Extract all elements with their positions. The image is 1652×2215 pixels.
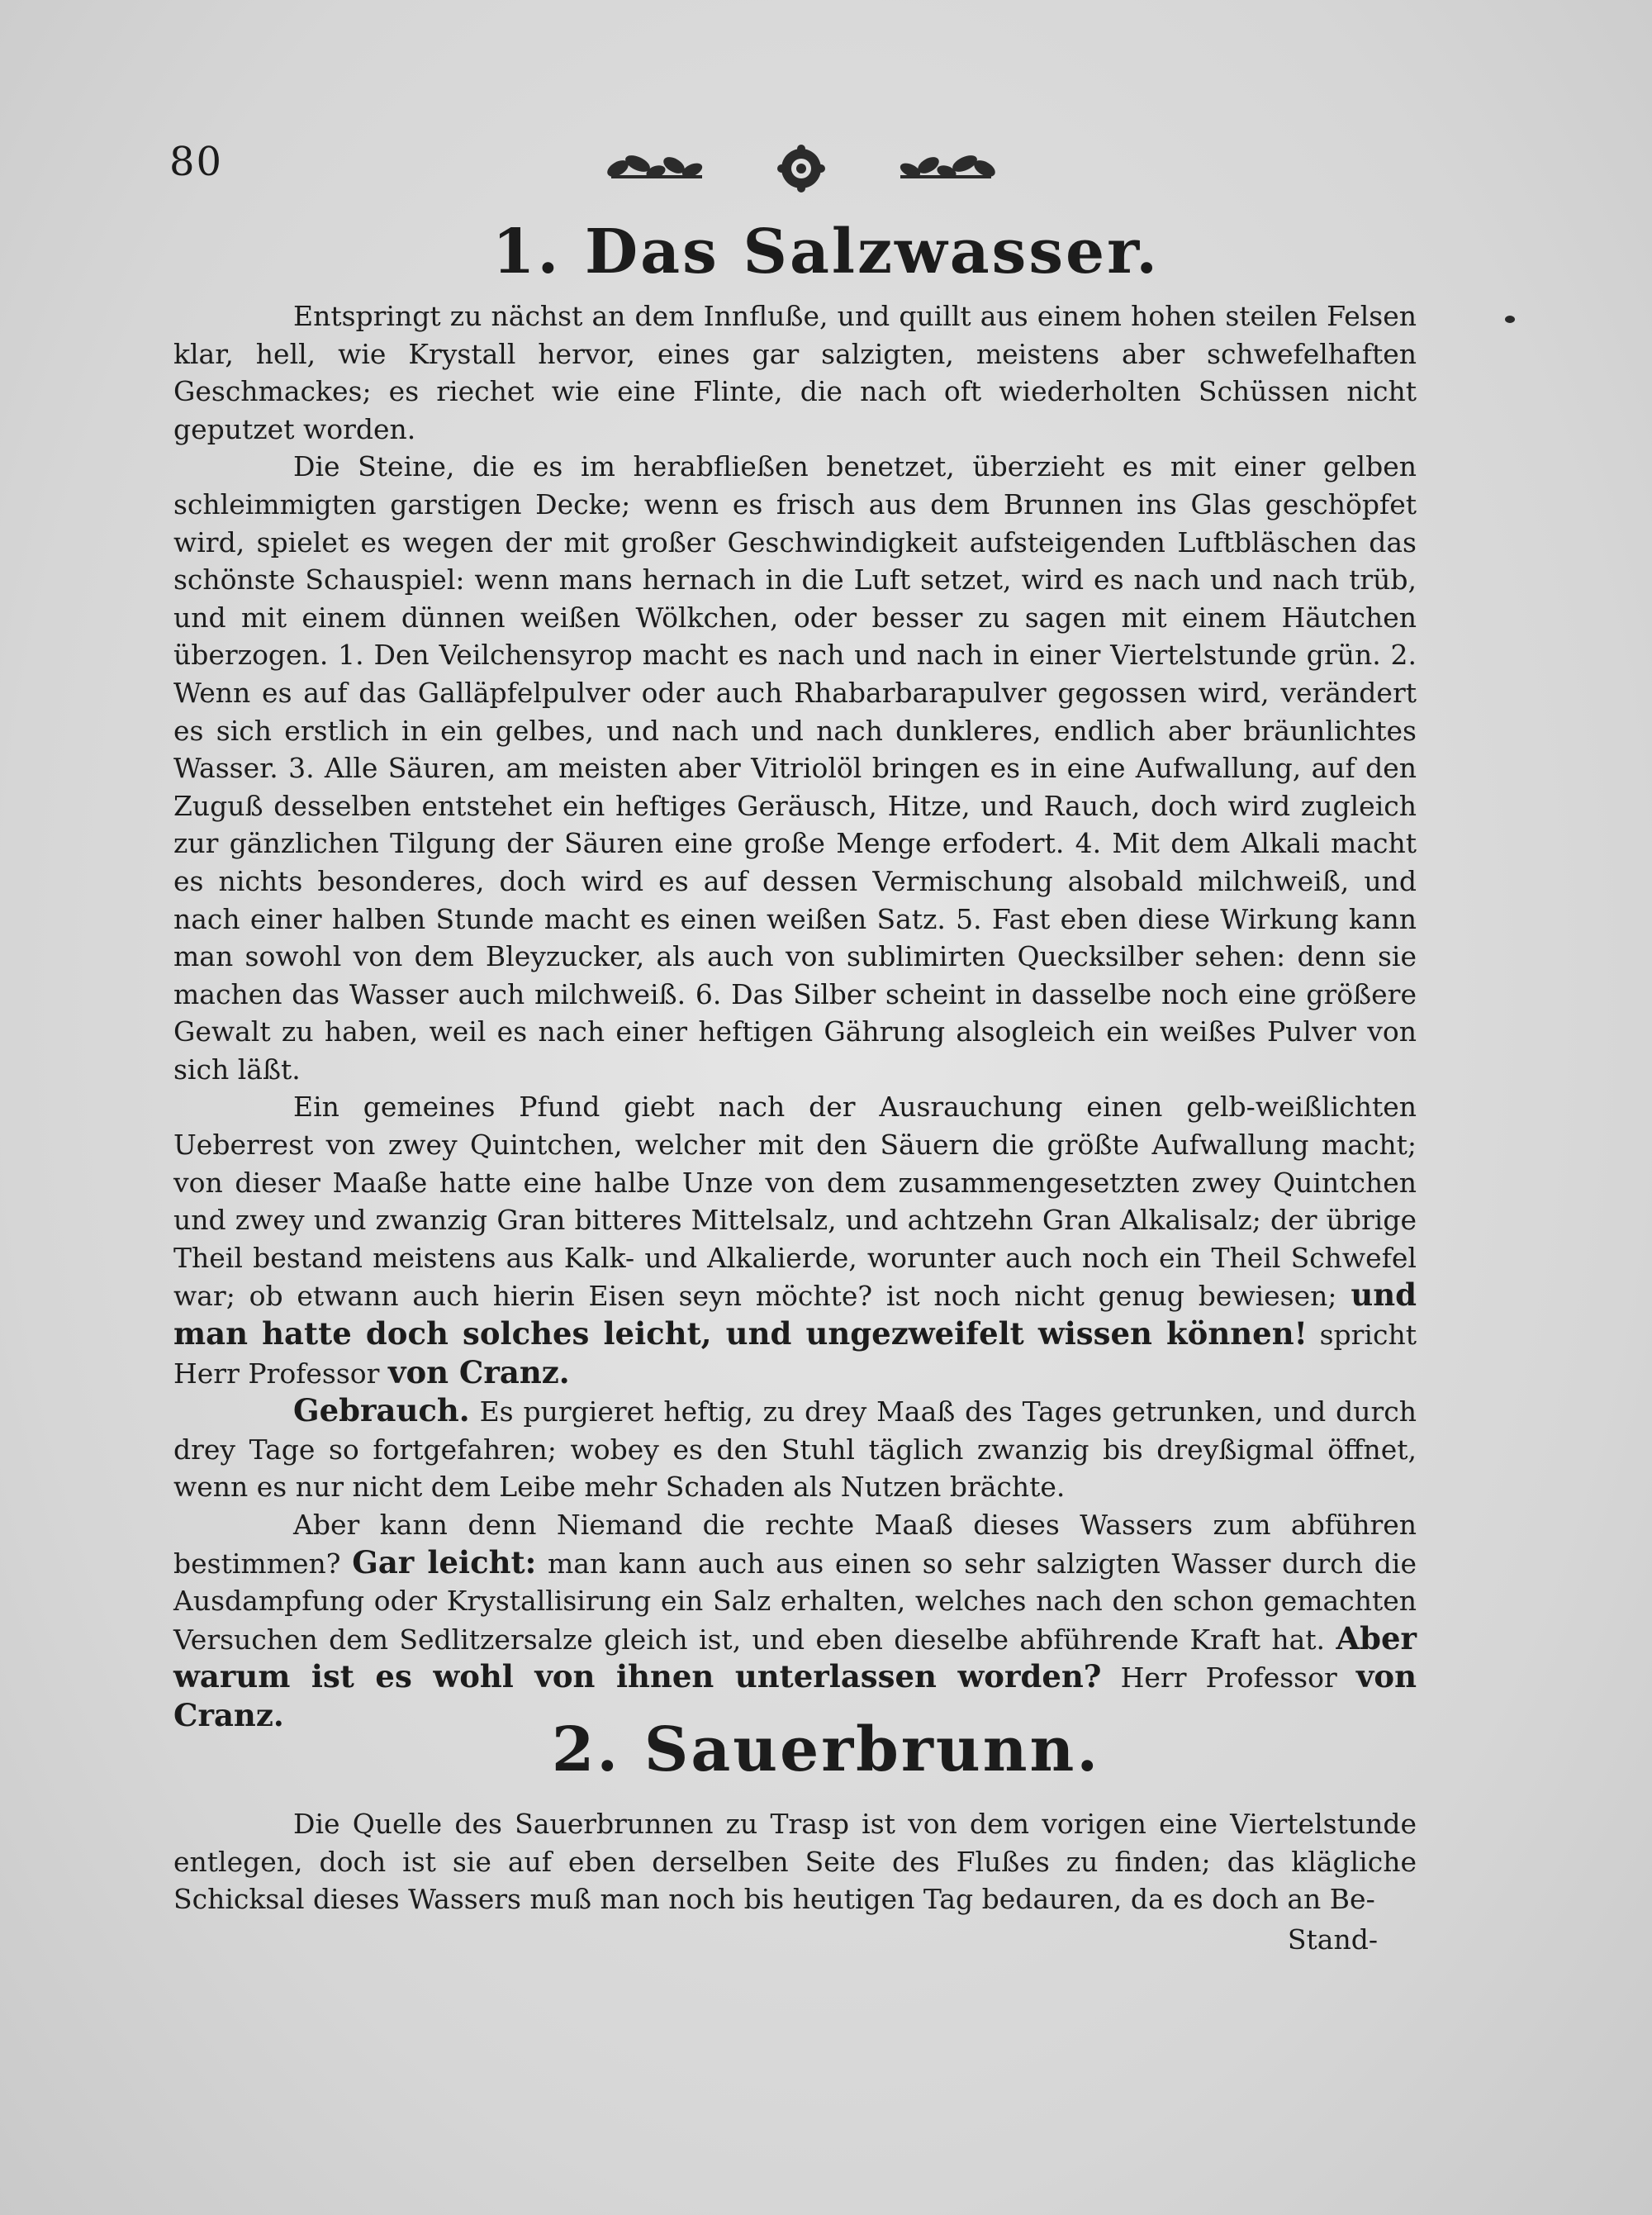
author-name: von Cranz.: [387, 1353, 570, 1390]
emphasized-phrase: Gar leicht:: [352, 1543, 537, 1580]
rosette-icon: [777, 145, 825, 193]
header-ornament: [595, 139, 1008, 197]
paragraph: Die Steine, die es im herabfließen benetzet, überzieht es mit einer gelben schleimmigten garstigen Decke; wenn es frisch aus dem Brunnen ins Glas geschöpfet wird, spielet es wegen der mit großer Geschwindigkeit aufsteigenden Luftbläschen das schönste Schauspiel: wenn mans hernach in die Luft setzet, wird es nach und nach trüb, und mit einem dünnen weißen Wölkchen, oder besser zu sagen mit einem Häutchen überzogen. 1. Den Veilchensyrop macht es nach und nach in einer Viertelstunde grün. 2. Wenn es auf das Galläpfelpulver oder auch Rhabarbarapulver gegossen wird, verändert es sich erstlich in ein gelbes, und nach und nach dunkleres, endlich aber bräunlichtes Wasser. 3. Alle Säuren, am meisten aber Vitriolöl bringen es in eine Aufwallung, auf den Zuguß desselben entstehet ein heftiges Geräusch, Hitze, und Rauch, doch wird zugleich zur gänzlichen Tilgung der Säuren eine große Menge erfodert. 4. Mit dem Alkali macht es nichts besonderes, doch wird es auf dessen Vermischung alsobald milchweiß, und nach einer halben Stunde macht es einen weißen Satz. 5. Fast eben diese Wirkung kann man sowohl von dem Bleyzucker, als auch von sublimirten Quecksilber sehen: denn sie machen das Wasser auch milchweiß. 6. Das Silber scheint in dasselbe noch eine größere Gewalt zu haben, weil es nach einer heftigen Gährung alsogleich ein weißes Pulver von sich läßt.: [173, 450, 1417, 1086]
acanthus-leaf-right-icon: [898, 152, 998, 181]
paragraph: [173, 1506, 1417, 1736]
text-run: Ein gemeines Pfund giebt nach der Ausrauchung einen gelb-weißlichten Ueberrest von zwey Quintchen, welcher mit den Säuern die größte Aufwallung macht; von dieser Maaße hatte eine halbe Unze von dem zusammengesetzten zwey Quintchen und zwey und zwanzig Gran bitteres Mittelsalz, und achtzehn Gran Alkalisalz; der übrige Theil bestand meistens aus Kalk- und Alkalierde, worunter auch noch ein Theil Schwefel war; ob etwann auch hierin Eisen seyn möchte? ist noch nicht genug bewiesen;: [173, 1091, 1417, 1313]
section-2-heading: 2. Sauerbrunn.: [551, 1714, 1101, 1785]
text-run: Aber kann denn Niemand die rechte Maaß dieses Wassers zum abführen bestimmen?: [173, 1509, 1417, 1580]
section-2-body: [173, 1805, 1417, 1918]
paragraph: Die Quelle des Sauerbrunnen zu Trasp ist von dem vorigen eine Viertelstunde entlegen, doch ist sie auf eben derselben Seite des Flußes zu finden; das klägliche Schicksal dieses Wassers muß man noch bis heutigen Tag bedauren, da es doch an Be-: [173, 1808, 1417, 1916]
text-run: Herr Professor: [1120, 1661, 1337, 1695]
text-run: Es purgieret heftig, zu drey Maaß des Tages getrunken, und durch drey Tage so fortgefahren; wobey es den Stuhl täglich zwanzig bis dreyßigmal öffnet, wenn es nur nicht dem Leibe mehr Schaden als Nutzen brächte.: [173, 1395, 1417, 1504]
text-run: man kann auch aus einen so sehr salzigten Wasser durch die Ausdampfung oder Krystallisirung ein Salz erhalten, welches nach den schon gemachten Versuchen dem Sedlitzersalze gleich ist, und eben dieselbe abführende Kraft hat.: [173, 1547, 1417, 1656]
text-run: spricht Herr Professor: [173, 1319, 1417, 1390]
catchword: Stand-: [1287, 1923, 1378, 1956]
emphasized-quote: und man hatte doch solches leicht, und ungezweifelt wissen können!: [173, 1276, 1417, 1352]
emphasized-question: Aber warum ist es wohl von ihnen unterlassen worden?: [173, 1619, 1417, 1695]
paragraph: [173, 1392, 1417, 1506]
usage-label: Gebrauch.: [293, 1392, 470, 1429]
acanthus-leaf-left-icon: [605, 152, 705, 181]
paragraph: Entspringt zu nächst an dem Innfluße, und quillt aus einem hohen steilen Felsen klar, hell, wie Krystall hervor, eines gar salzigten, meistens aber schwefelhaften Geschmackes; es riechet wie eine Flinte, die nach oft wiederholten Schüssen nicht geputzet worden.: [173, 300, 1417, 445]
author-name: von Cranz.: [173, 1658, 1417, 1733]
section-1-body: [173, 297, 1417, 1736]
page-number: 80: [169, 139, 224, 185]
section-1-heading: 1. Das Salzwasser.: [491, 216, 1161, 288]
paragraph: [173, 1088, 1417, 1392]
ink-speck: [1505, 316, 1515, 323]
